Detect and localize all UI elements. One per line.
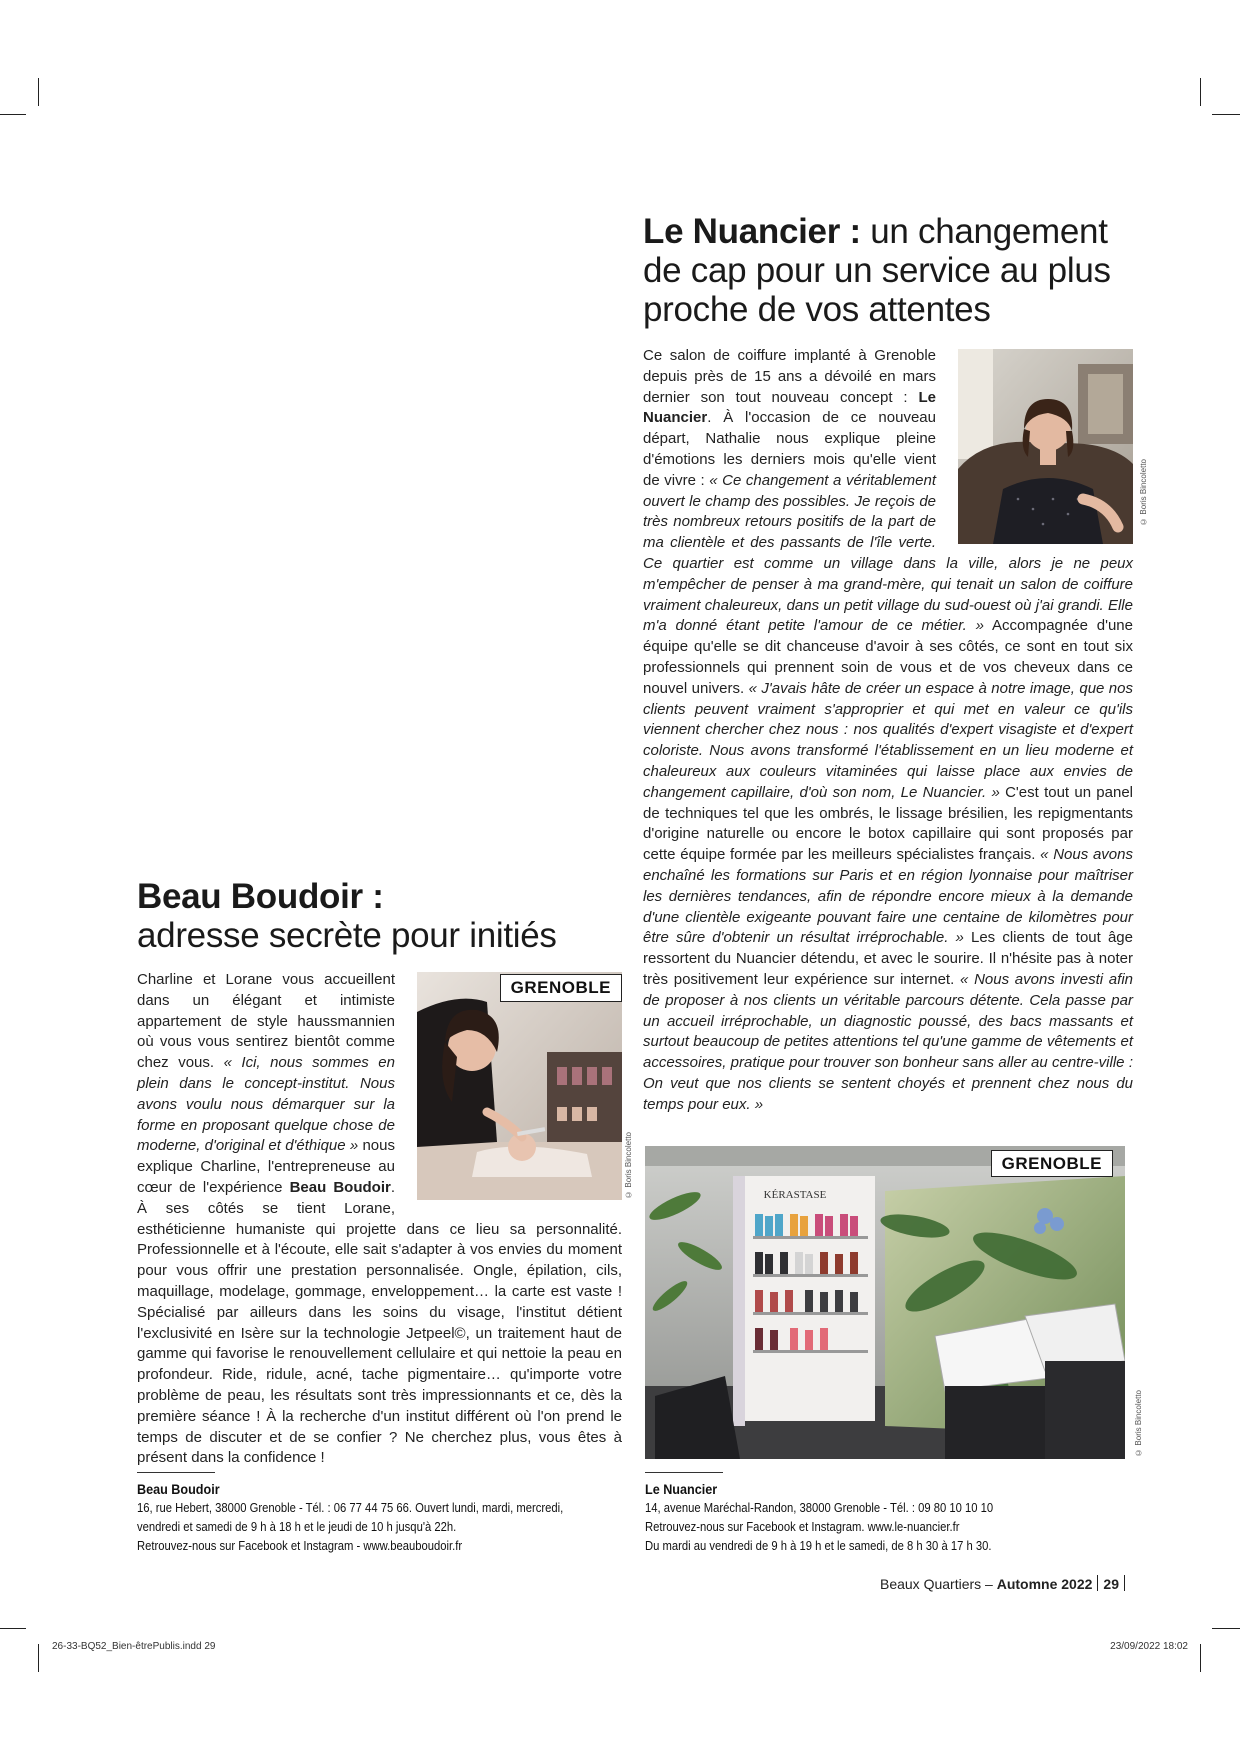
address-line: 16, rue Hebert, 38000 Grenoble - Tél. : 06 77 44 75 66. Ouvert lundi, mardi, mercredi, <box>137 1501 564 1515</box>
paragraph-text: Charline et Lorane vous accueillent dans un élégant et intimiste appartement de style haussmannien où vous vous sentirez bientôt comme chez vous. <box>137 971 395 1072</box>
photo-credit: © Boris Bincoletto <box>1134 1390 1143 1457</box>
crop-mark <box>38 78 39 106</box>
beautician-illustration <box>417 972 622 1200</box>
paragraph-text: C'est tout un panel de techniques tel que les ombrés, le lissage brésilien, les repigmentants d'origine naturelle ou encore le botox capillaire qui sont proposés par cette équipe formée par les meilleurs spécialistes français. <box>643 783 1133 864</box>
portrait-illustration <box>958 349 1133 544</box>
salon-illustration <box>645 1146 1125 1459</box>
address-rule <box>137 1472 215 1473</box>
crop-mark <box>38 1644 39 1672</box>
footer-separator <box>1097 1575 1098 1591</box>
slug-date: 23/09/2022 18:02 <box>1110 1641 1188 1652</box>
article-body-nuancier <box>643 346 1149 1115</box>
address-name: Le Nuancier <box>645 1481 718 1497</box>
article-body-boudoir <box>137 970 634 1469</box>
quote: « Ici, nous sommes en plein dans le concept-institut. Nous avons voulu nous démarquer sur la forme en proposant quelque chose de moderne, d'original et d'éthique » <box>137 1054 395 1155</box>
slug-file: 26-33-BQ52_Bien-êtrePublis.indd 29 <box>52 1641 216 1652</box>
paragraph-text: Les clients de tout âge ressortent du Nuancier détendu, et avec le sourire. Il n'hésite pas à noter très positivement leur expérience sur internet. <box>643 929 1133 988</box>
crop-mark <box>1212 1628 1240 1629</box>
city-badge: GRENOBLE <box>991 1150 1113 1177</box>
address-line: 14, avenue Maréchal-Randon, 38000 Grenoble - Tél. : 09 80 10 10 10 <box>645 1501 994 1515</box>
salon-name: Le Nuancier <box>643 388 936 427</box>
footer-separator <box>1124 1575 1125 1591</box>
paragraph-text: . À ses côtés se tient Lorane, esthéticienne humaniste qui projette dans ce lieu sa personnalité. Professionnelle et à l'écoute, elle sait s'adapter à vos envies du moment pour vous offrir une prestation personnalisée. Ongle, épilation, cils, maquillage, modelage, gommage, enveloppement… la carte est vaste ! Spécialisé par ailleurs dans les soins du visage, l'institut détient l'exclusivité en Isère sur la technologie Jetpeel©, un traitement haut de gamme qui favorise le renouvellement cellulaire et qui nettoie la peau en profondeur. Ride, ridule, acné, tache pigmentaire… qu'importe votre problème de peau, les résultats sont très impressionnants et ce, dès la première séance ! À la recherche d'un institut différent où l'on prend le temps de discuter et de se confier ? Ne cherchez plus, vous êtes à présent dans la confidence ! <box>137 1178 622 1467</box>
magazine-name: Beaux Quartiers – <box>879 1576 997 1592</box>
page-number: 29 <box>1103 1576 1119 1592</box>
quote: « Ce changement a véritablement ouvert le champ des possibles. Je reçois de très nombreux retours positifs de la part de ma clientèle et des passants de l'île verte. Ce quartier est comme un village dans la ville, alors je ne peux m'empêcher de penser à ma grand-mère, qui tenait un salon de coiffure vraiment chaleureux, dans un petit village du sud-ouest où j'ai grandi. Elle m'a donné étant petite l'amour de ce métier. » <box>643 471 1133 635</box>
salon-photo <box>645 1146 1125 1459</box>
brand-sign: KÉRASTASE <box>763 1189 827 1201</box>
article-title-boudoir <box>137 877 657 955</box>
institute-name: Beau Boudoir <box>289 1178 391 1196</box>
beautician-photo <box>417 972 634 1200</box>
title-rest: un changement de cap pour un service au plus proche de vos attentes <box>643 212 1111 329</box>
quote: « Nous avons enchaîné les formations sur Paris et en région lyonnaise pour maîtriser les dernières tendances, afin de répondre encore mieux à la demande d'une clientèle exigeante pouvant faire une centaine de kilomètres pour être sûre d'obtenir un résultat irréprochable. » <box>643 846 1133 947</box>
crop-mark <box>1212 114 1240 115</box>
quote: « Nous avons investi afin de proposer à nos clients un véritable parcours détente. Cela passe par un accueil irréprochable, un diagnostic poussé, des bacs massants et surtout beaucoup de petites attentions tel qu'une gamme de vêtements et accessoires, pratique pour trouver son bonheur sans aller au centre-ville : On veut que nos clients se sentent choyés et prennent chez nous du temps pour eux. » <box>643 970 1133 1113</box>
title-bold: Beau Boudoir : <box>137 877 384 916</box>
crop-mark <box>1200 1644 1201 1672</box>
crop-mark <box>0 114 26 115</box>
crop-mark <box>1200 78 1201 106</box>
address-block-nuancier <box>645 1480 993 1556</box>
article-title-nuancier <box>643 212 1143 329</box>
address-line: Retrouvez-nous sur Facebook et Instagram. www.le-nuancier.fr <box>645 1520 960 1534</box>
page-footer <box>880 1575 1130 1592</box>
address-line: Retrouvez-nous sur Facebook et Instagram - www.beauboudoir.fr <box>137 1539 463 1553</box>
paragraph-text: Accompagnée d'une équipe qu'elle se dit chanceuse d'avoir à ses côtés, ce sont en tout six professionnels qui prennent soin de vous et de vos cheveux dans ce nouvel univers. <box>643 617 1133 697</box>
paragraph-text: nous explique Charline, l'entrepreneuse au cœur de l'expérience <box>137 1137 395 1196</box>
portrait-photo <box>958 349 1149 544</box>
photo-credit: © Boris Bincoletto <box>1139 459 1149 526</box>
address-rule <box>645 1472 723 1473</box>
address-name: Beau Boudoir <box>137 1481 220 1497</box>
address-line: vendredi et samedi de 9 h à 18 h et le jeudi de 10 h jusqu'à 22h. <box>137 1520 457 1534</box>
quote: « J'avais hâte de créer un espace à notre image, que nos clients peuvent vraiment s'approprier et qui met en valeur ce qu'ils viennent chercher chez nous : nos qualités d'expert visagiste et d'expert coloriste. Nous avons transformé l'établissement en un lieu moderne et chaleureux aux couleurs vitaminées qui laisse place aux envies de changement capillaire, d'où son nom, Le Nuancier. » <box>643 679 1133 801</box>
paragraph-text: Ce salon de coiffure implanté à Grenoble depuis près de 15 ans a dévoilé en mars dernier son tout nouveau concept : <box>643 347 936 406</box>
address-block-boudoir <box>137 1480 563 1556</box>
crop-mark <box>0 1628 26 1629</box>
title-rest: adresse secrète pour initiés <box>137 916 557 955</box>
title-bold: Le Nuancier : <box>643 212 861 251</box>
photo-credit: © Boris Bincoletto <box>624 1132 634 1199</box>
city-badge: GRENOBLE <box>500 974 622 1002</box>
issue-name: Automne 2022 <box>996 1576 1093 1592</box>
paragraph-text: . À l'occasion de ce nouveau départ, Nathalie nous explique pleine d'émotions les derniers mois qu'elle vient de vivre : <box>643 409 936 489</box>
address-line: Du mardi au vendredi de 9 h à 19 h et le samedi, de 8 h 30 à 17 h 30. <box>645 1539 992 1553</box>
